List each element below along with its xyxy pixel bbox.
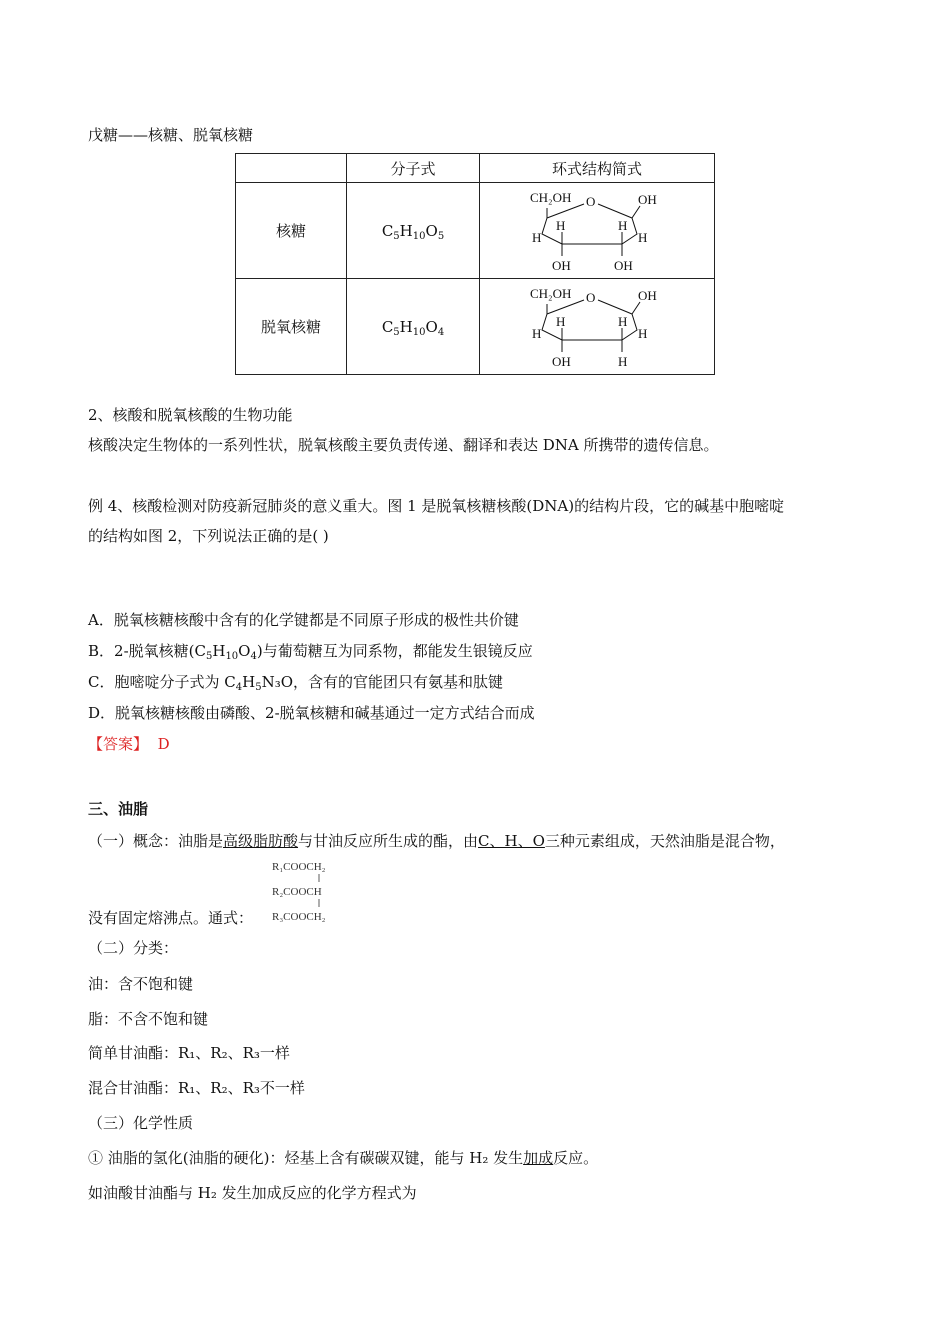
deoxyribose-h2: H (618, 313, 628, 329)
ribose-h3: H (532, 229, 542, 245)
deoxyribose-oh-top: OH (638, 287, 657, 303)
option-d: D．脱氧核糖核酸由磷酸、2-脱氧核糖和碱基通过一定方式结合而成 (88, 704, 535, 722)
class-oil: 油：含不饱和键 (88, 975, 194, 993)
answer-line (88, 733, 170, 755)
pentose-table (235, 153, 715, 375)
deoxyribose-h3: H (532, 325, 542, 341)
intro-line: 戊糖——核糖、脱氧核糖 (88, 126, 254, 144)
deoxyribose-h1: H (556, 313, 566, 329)
option-a: A．脱氧核糖核酸中含有的化学键都是不同原子形成的极性共价键 (88, 611, 519, 629)
example-equation-line: 如油酸甘油酯与 H₂ 发生加成反应的化学方程式为 (88, 1184, 417, 1202)
deoxyribose-structure (480, 279, 715, 375)
section2-title: 2、核酸和脱氧核酸的生物功能 (88, 406, 293, 424)
deoxyribose-ring-o: O (586, 289, 596, 305)
deoxyribose-formula: $C_5H_{10}O_4$ (347, 279, 480, 375)
formula-line-3: R₃COOCH₂ (272, 911, 326, 923)
class-simple: 简单甘油酯：R₁、R₂、R₃一样 (88, 1044, 290, 1062)
ribose-structure (480, 183, 715, 279)
ribose-name: 核糖 (236, 183, 347, 279)
deoxyribose-name: 脱氧核糖 (236, 279, 347, 375)
answer-label: 【答案】 (88, 735, 149, 753)
ribose-h2: H (618, 217, 628, 233)
glyceride-general-formula (272, 858, 352, 924)
deoxyribose-ch2oh: CH₂OH (530, 285, 572, 301)
ribose-oh-top: OH (638, 191, 657, 207)
option-c: C．胞嘧啶分子式为 $C_4H_5N_3O$，含有的官能团只有氨基和肽键 (88, 673, 504, 693)
table-header-blank (236, 154, 347, 183)
ribose-oh-left: OH (552, 257, 571, 273)
concept-line: （一）概念：油脂是高级脂肪酸与甘油反应所生成的酯，由C、H、O三种元素组成，天然油脂是混合物， (88, 832, 785, 850)
deoxyribose-h-bottom: H (618, 353, 628, 369)
example4-line2: 的结构如图 2，下列说法正确的是( ) (88, 527, 329, 545)
class-fat: 脂：不含不饱和键 (88, 1010, 209, 1028)
answer-value: D (157, 735, 170, 753)
concept-line2: 没有固定熔沸点。通式： (88, 909, 254, 927)
deoxyribose-oh-left: OH (552, 353, 571, 369)
ribose-ring-o: O (586, 193, 596, 209)
table-header-formula: 分子式 (347, 154, 480, 183)
section3-title: 三、油脂 (88, 800, 149, 818)
formula-line-1: R₁COOCH₂ (272, 861, 326, 873)
ribose-formula: $C_5H_{10}O_5$ (347, 183, 480, 279)
class-title: （二）分类： (88, 939, 179, 957)
ribose-oh-right: OH (614, 257, 633, 273)
hydrogenation-line: ① 油脂的氢化(油脂的硬化)：烃基上含有碳碳双键，能与 H₂ 发生加成反应。 (88, 1149, 599, 1167)
class-mixed: 混合甘油酯：R₁、R₂、R₃不一样 (88, 1079, 305, 1097)
table-header-structure: 环式结构简式 (480, 154, 715, 183)
ribose-ch2oh: CH₂OH (530, 189, 572, 205)
chem-title: （三）化学性质 (88, 1114, 194, 1132)
deoxyribose-h4: H (638, 325, 648, 341)
ribose-h4: H (638, 229, 648, 245)
deoxyribose-ring-structure (522, 282, 672, 372)
example4-line1: 例 4、核酸检测对防疫新冠肺炎的意义重大。图 1 是脱氧核糖核酸(DNA)的结构片段，它的碱基中胞嘧啶 (88, 497, 785, 515)
ribose-h1: H (556, 217, 566, 233)
ribose-ring-structure (522, 186, 672, 276)
section2-body: 核酸决定生物体的一系列性状，脱氧核酸主要负责传递、翻译和表达 DNA 所携带的遗传信息。 (88, 436, 719, 454)
option-b: B．2-脱氧核糖$(C_5H_{10}O_4)$与葡萄糖互为同系物，都能发生银镜反应 (88, 642, 533, 662)
formula-line-2: R₂COOCH (272, 886, 322, 898)
